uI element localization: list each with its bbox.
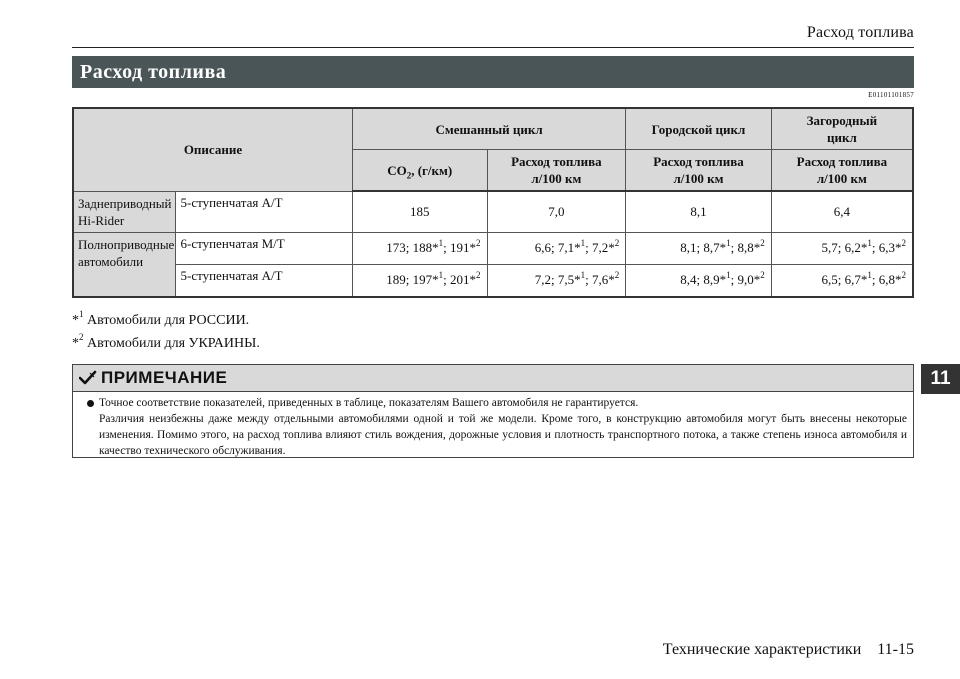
note-title: ПРИМЕЧАНИЕ bbox=[101, 368, 228, 387]
row-transmission: 5-ступенчатая А/Т bbox=[176, 191, 352, 232]
pencil-check-icon bbox=[79, 370, 97, 386]
header-extra-urban-cycle: Загородный цикл bbox=[771, 108, 913, 150]
note-paragraph: Различия неизбежны даже между отдельными автомобилями одной и той же модели. Кроме того, в конструкцию автомобиля могут быть внесены некоторые изменения. Помимо этого, на расход топлива влияют стиль вождения, дорожные условия и плотность транспортного потока, а также степень износа автомобиля и качество технического обслуживания. bbox=[99, 413, 907, 457]
cell-city: 8,1 bbox=[626, 191, 772, 232]
cell-co2: 185 bbox=[352, 191, 487, 232]
cell-mixed: 7,2; 7,5*$^1$; 7,6*$^2$ bbox=[487, 264, 626, 297]
row-label-awd: Полноприводные автомобили bbox=[73, 232, 176, 297]
cell-extra: 6,4 bbox=[771, 191, 913, 232]
cell-extra: 6,5; 6,7*$^1$; 6,8*$^2$ bbox=[771, 264, 913, 297]
header-mixed-consumption: Расход топлива л/100 км bbox=[487, 150, 626, 192]
footnote-1: *$^1$ Автомобили для РОССИИ. bbox=[72, 309, 250, 328]
table-row bbox=[73, 232, 913, 264]
table-row bbox=[73, 191, 913, 232]
note-header bbox=[73, 365, 913, 392]
document-code: E01101101857 bbox=[868, 91, 914, 99]
cell-mixed: 7,0 bbox=[487, 191, 626, 232]
cell-extra: 5,7; 6,2*$^1$; 6,3*$^2$ bbox=[771, 232, 913, 264]
cell-mixed: 6,6; 7,1*$^1$; 7,2*$^2$ bbox=[487, 232, 626, 264]
header-city-consumption: Расход топлива л/100 км bbox=[626, 150, 772, 192]
header-city-cycle: Городской цикл bbox=[626, 108, 772, 150]
cell-co2: 189; 197*$^1$; 201*$^2$ bbox=[352, 264, 487, 297]
cell-city: 8,1; 8,7*$^1$; 8,8*$^2$ bbox=[626, 232, 772, 264]
note-body bbox=[73, 392, 913, 459]
row-transmission: 6-ступенчатая М/Т bbox=[176, 232, 352, 264]
cell-co2: 173; 188*$^1$; 191*$^2$ bbox=[352, 232, 487, 264]
table-row bbox=[73, 264, 913, 297]
note-box bbox=[72, 364, 914, 458]
chapter-tab: 11 bbox=[921, 364, 960, 394]
section-title: Расход топлива bbox=[72, 56, 914, 88]
page-footer bbox=[663, 641, 914, 659]
row-label-rwd: Заднеприводный Hi-Rider bbox=[73, 191, 176, 232]
note-bullet-item: Точное соответствие показателей, приведенных в таблице, показателям Вашего автомобиля не гарантируется. bbox=[87, 395, 907, 411]
footnote-2: *$^2$ Автомобили для УКРАИНЫ. bbox=[72, 332, 260, 351]
header-rule bbox=[72, 47, 914, 48]
header-mixed-cycle: Смешанный цикл bbox=[352, 108, 625, 150]
fuel-consumption-table bbox=[72, 107, 914, 298]
cell-city: 8,4; 8,9*$^1$; 9,0*$^2$ bbox=[626, 264, 772, 297]
running-head: Расход топлива bbox=[806, 24, 914, 41]
footer-chapter-title: Технические характеристики bbox=[662, 641, 862, 658]
header-description: Описание bbox=[73, 108, 352, 191]
header-extra-consumption: Расход топлива л/100 км bbox=[771, 150, 913, 192]
row-transmission: 5-ступенчатая А/Т bbox=[176, 264, 352, 297]
bullet-icon bbox=[87, 400, 94, 407]
header-co2: $CO_2$, (г/км) bbox=[352, 150, 487, 192]
page-number: 11-15 bbox=[877, 641, 914, 658]
